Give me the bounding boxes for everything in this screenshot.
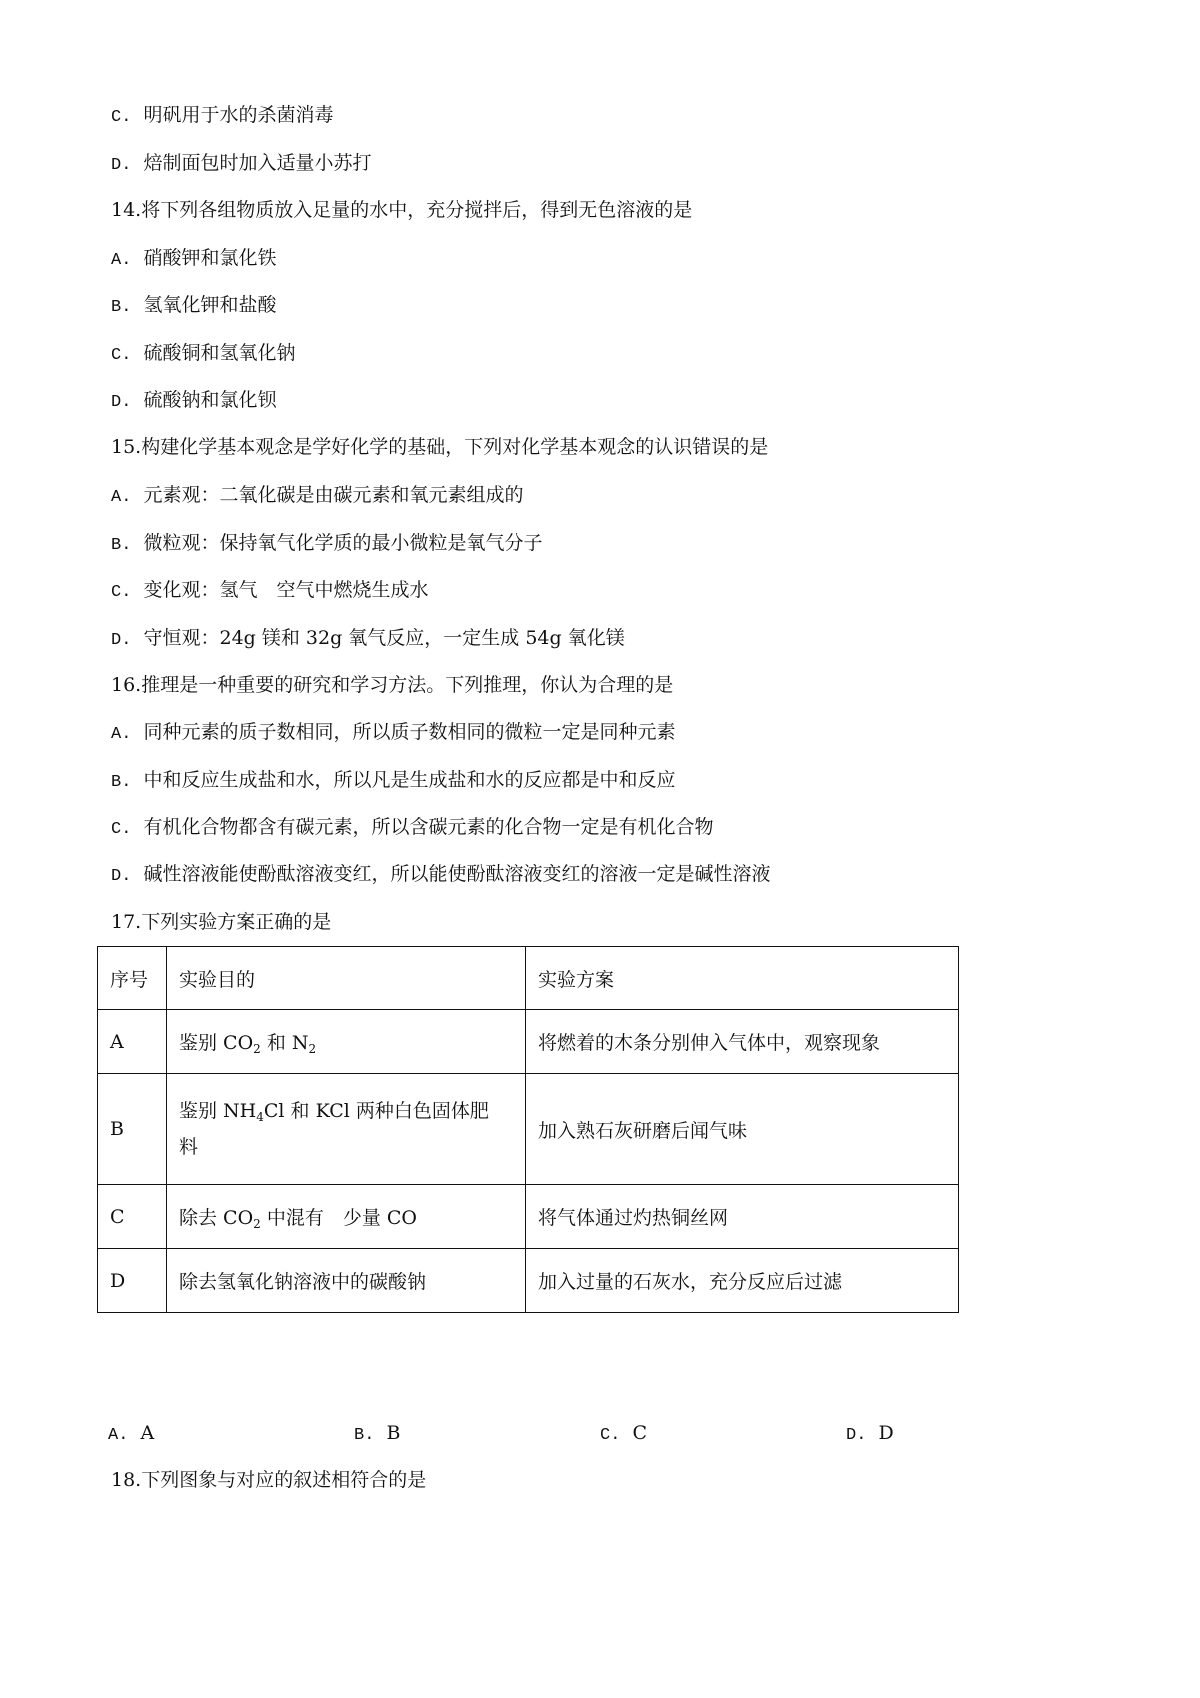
row-plan: 将燃着的木条分别伸入气体中，观察现象 — [526, 1010, 959, 1074]
row-purpose: 鉴别 $CO_2$ 和 $N_2$ — [167, 1010, 526, 1074]
option-text: 焙制面包时加入适量小苏打 — [143, 152, 372, 174]
option-line — [111, 578, 429, 605]
option-line — [111, 531, 543, 558]
question-text: 18.下列图象与对应的叙述相符合的是 — [111, 1469, 427, 1491]
option-letter: C. — [111, 583, 132, 602]
option-letter: B. — [111, 298, 132, 317]
option-text: 元素观：二氧化碳是由碳元素和氧元素组成的 — [143, 484, 524, 506]
option-letter: A. — [111, 251, 132, 270]
option-value: A — [140, 1422, 155, 1444]
question-text: 16.推理是一种重要的研究和学习方法。下列推理，你认为合理的是 — [111, 674, 674, 696]
question-18 — [111, 1468, 426, 1492]
option-text: 守恒观：24g 镁和 32g 氧气反应，一定生成 54g 氧化镁 — [143, 627, 625, 649]
header-cell: 实验目的 — [167, 947, 526, 1010]
option-text: 微粒观：保持氧气化学质的最小微粒是氧气分子 — [143, 532, 543, 554]
option-letter: D. — [111, 631, 132, 650]
table-row — [98, 1185, 959, 1249]
experiment-table — [97, 946, 959, 1313]
answer-option-b — [354, 1421, 400, 1448]
option-letter: A. — [111, 488, 132, 507]
option-letter: D. — [846, 1426, 867, 1445]
option-line — [111, 862, 771, 889]
question-text: 17.下列实验方案正确的是 — [111, 911, 332, 933]
row-id: C — [98, 1185, 167, 1249]
option-letter: A. — [111, 725, 132, 744]
option-letter: C. — [111, 108, 132, 127]
row-purpose: 鉴别 $NH_4Cl$ 和 KCl 两种白色固体肥 料 — [167, 1074, 526, 1185]
row-purpose: 除去 $CO_2$ 中混有 少量 CO — [167, 1185, 526, 1249]
option-line — [111, 626, 625, 653]
table-row — [98, 1074, 959, 1185]
row-purpose: 除去氢氧化钠溶液中的碳酸钠 — [167, 1249, 526, 1313]
option-letter: C. — [111, 820, 132, 839]
option-letter: B. — [111, 773, 132, 792]
option-text: 明矾用于水的杀菌消毒 — [143, 104, 334, 126]
answer-option-a — [108, 1421, 154, 1448]
option-text: 硫酸钠和氯化钡 — [143, 389, 277, 411]
option-line — [111, 768, 676, 795]
option-line — [111, 293, 277, 320]
option-line — [111, 246, 277, 273]
header-cell: 实验方案 — [526, 947, 959, 1010]
row-id: A — [98, 1010, 167, 1074]
option-letter: B. — [354, 1426, 375, 1445]
question-text: 14.将下列各组物质放入足量的水中，充分搅拌后，得到无色溶液的是 — [111, 199, 693, 221]
option-text: 有机化合物都含有碳元素，所以含碳元素的化合物一定是有机化合物 — [143, 816, 714, 838]
option-value: D — [878, 1422, 894, 1444]
row-id: B — [98, 1074, 167, 1185]
option-letter: C. — [111, 346, 132, 365]
question-15 — [111, 435, 768, 459]
row-plan: 将气体通过灼热铜丝网 — [526, 1185, 959, 1249]
row-id: D — [98, 1249, 167, 1313]
option-line — [111, 341, 296, 368]
option-line — [111, 720, 676, 747]
table-row — [98, 1010, 959, 1074]
option-value: B — [386, 1422, 401, 1444]
option-value: C — [632, 1422, 648, 1444]
option-line — [111, 483, 524, 510]
option-text: 氢氧化钾和盐酸 — [143, 294, 277, 316]
option-line — [111, 815, 714, 842]
option-letter: C. — [600, 1426, 621, 1445]
option-line — [111, 151, 372, 178]
row-plan: 加入熟石灰研磨后闻气味 — [526, 1074, 959, 1185]
table-header-row — [98, 947, 959, 1010]
option-text: 同种元素的质子数相同，所以质子数相同的微粒一定是同种元素 — [143, 721, 676, 743]
question-16 — [111, 673, 673, 697]
option-line — [111, 388, 277, 415]
answer-option-c — [600, 1421, 647, 1448]
option-letter: D. — [111, 867, 132, 886]
option-text: 变化观：氢气 空气中燃烧生成水 — [143, 579, 429, 601]
question-17 — [111, 910, 331, 934]
option-text: 中和反应生成盐和水，所以凡是生成盐和水的反应都是中和反应 — [143, 769, 676, 791]
option-text: 硫酸铜和氢氧化钠 — [143, 342, 296, 364]
question-14 — [111, 198, 692, 222]
option-letter: D. — [111, 393, 132, 412]
question-text: 15.构建化学基本观念是学好化学的基础，下列对化学基本观念的认识错误的是 — [111, 436, 769, 458]
row-plan: 加入过量的石灰水，充分反应后过滤 — [526, 1249, 959, 1313]
option-line — [111, 103, 334, 130]
option-letter: A. — [108, 1426, 129, 1445]
answer-option-d — [846, 1421, 894, 1448]
table-row — [98, 1249, 959, 1313]
header-cell: 序号 — [98, 947, 167, 1010]
option-letter: B. — [111, 536, 132, 555]
option-text: 碱性溶液能使酚酞溶液变红，所以能使酚酞溶液变红的溶液一定是碱性溶液 — [143, 863, 771, 885]
option-text: 硝酸钾和氯化铁 — [143, 247, 277, 269]
option-letter: D. — [111, 156, 132, 175]
